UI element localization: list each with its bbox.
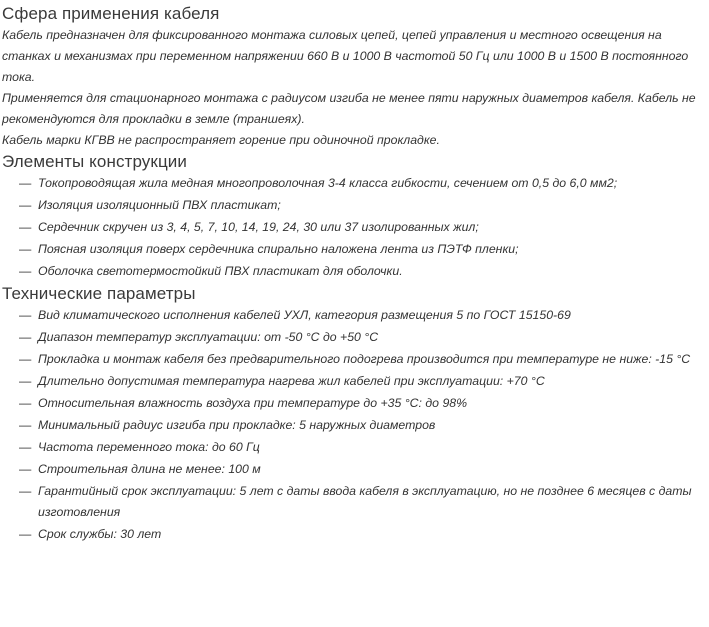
list-item-text: Токопроводящая жила медная многопроволочная 3-4 класса гибкости, сечением от 0,5 до 6,0 мм2; (38, 176, 618, 190)
list-item-text: Сердечник скручен из 3, 4, 5, 7, 10, 14, 19, 24, 30 или 37 изолированных жил; (38, 220, 479, 234)
section-scope (2, 0, 705, 151)
list-item (2, 327, 705, 348)
list-item-text: Изоляция изоляционный ПВХ пластикат; (38, 198, 281, 212)
list-item-text: Поясная изоляция поверх сердечника спирально наложена лента из ПЭТФ пленки; (38, 242, 519, 256)
scope-paragraph-2: Применяется для стационарного монтажа с радиусом изгиба не менее пяти наружных диаметров кабеля. Кабель не рекомендуются для прокладки в земле (траншеях). (2, 91, 696, 126)
section-heading-scope: Сфера применения кабеля (2, 4, 220, 23)
dash-bullet-icon: — (19, 242, 32, 256)
list-item-text: Гарантийный срок эксплуатации: 5 лет с даты ввода кабеля в эксплуатацию, но не позднее 6 месяцев с даты изготовления (38, 484, 692, 519)
list-item (2, 393, 705, 414)
list-item-text: Относительная влажность воздуха при температуре до +35 °С: до 98% (38, 396, 468, 410)
list-item (2, 305, 705, 326)
dash-bullet-icon: — (19, 198, 32, 212)
list-item-text: Вид климатического исполнения кабелей УХЛ, категория размещения 5 по ГОСТ 15150-69 (38, 308, 571, 322)
list-item (2, 349, 705, 370)
dash-bullet-icon: — (19, 462, 32, 476)
scope-paragraph-3: Кабель марки КГВВ не распространяет горение при одиночной прокладке. (2, 133, 440, 147)
list-item-text: Строительная длина не менее: 100 м (38, 462, 261, 476)
section-heading-construction: Элементы конструкции (2, 152, 187, 171)
section-heading-tech-params: Технические параметры (2, 284, 196, 303)
list-item (2, 459, 705, 480)
list-item (2, 371, 705, 392)
section-tech-params (2, 283, 705, 545)
list-item (2, 173, 705, 194)
dash-bullet-icon: — (19, 484, 32, 498)
list-item (2, 217, 705, 238)
tech-params-list (2, 305, 705, 545)
scope-paragraph-1: Кабель предназначен для фиксированного монтажа силовых цепей, цепей управления и местного освещения на станках и механизмах при переменном напряжении 660 В и 1000 В частотой 50 Гц или 1000 В и 1500 В постоянного тока. (2, 28, 689, 84)
dash-bullet-icon: — (19, 396, 32, 410)
dash-bullet-icon: — (19, 264, 32, 278)
list-item (2, 415, 705, 436)
dash-bullet-icon: — (19, 527, 32, 541)
dash-bullet-icon: — (19, 220, 32, 234)
dash-bullet-icon: — (19, 330, 32, 344)
list-item (2, 481, 705, 523)
list-item-text: Диапазон температур эксплуатации: от -50 °С до +50 °С (38, 330, 379, 344)
construction-list (2, 173, 705, 282)
list-item-text: Срок службы: 30 лет (38, 527, 162, 541)
dash-bullet-icon: — (19, 176, 32, 190)
list-item (2, 261, 705, 282)
list-item (2, 437, 705, 458)
list-item-text: Частота переменного тока: до 60 Гц (38, 440, 260, 454)
dash-bullet-icon: — (19, 352, 32, 366)
list-item (2, 239, 705, 260)
dash-bullet-icon: — (19, 374, 32, 388)
list-item-text: Прокладка и монтаж кабеля без предварительного подогрева производится при температуре не ниже: -15 °С (38, 352, 691, 366)
dash-bullet-icon: — (19, 308, 32, 322)
section-construction (2, 151, 705, 282)
list-item (2, 195, 705, 216)
list-item-text: Оболочка светотермостойкий ПВХ пластикат для оболочки. (38, 264, 403, 278)
dash-bullet-icon: — (19, 440, 32, 454)
list-item (2, 524, 705, 545)
list-item-text: Длительно допустимая температура нагрева жил кабелей при эксплуатации: +70 °С (38, 374, 545, 388)
dash-bullet-icon: — (19, 418, 32, 432)
list-item-text: Минимальный радиус изгиба при прокладке: 5 наружных диаметров (38, 418, 436, 432)
